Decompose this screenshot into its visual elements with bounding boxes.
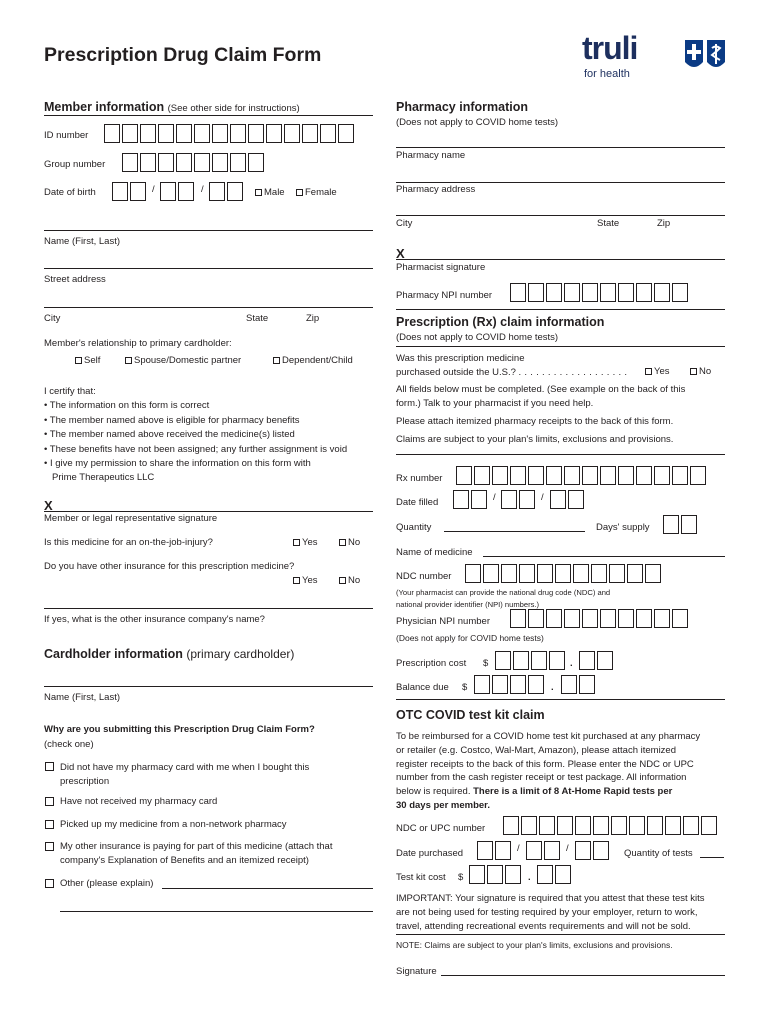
date-filled-slash-1: / <box>493 492 496 503</box>
other-insurance-line[interactable] <box>44 608 373 609</box>
outside-us-line-2: purchased outside the U.S.? <box>396 367 516 378</box>
date-purchased-day-input[interactable] <box>526 841 562 860</box>
female-label: Female <box>305 187 337 198</box>
test-kit-cost-dollar: $ <box>458 872 464 883</box>
female-checkbox[interactable] <box>296 189 303 196</box>
cross-shield-icon <box>681 36 729 74</box>
member-info-heading <box>44 100 300 114</box>
reason-no-card-checkbox[interactable] <box>45 762 54 771</box>
check-one-note: (check one) <box>44 739 94 750</box>
brand-logo <box>582 30 732 86</box>
otc-text: To be reimbursed for a COVID home test kit purchased at any pharmacy <box>396 731 701 742</box>
gender-male-option[interactable] <box>255 187 285 198</box>
relationship-label: Member's relationship to primary cardholder: <box>44 338 232 349</box>
member-signature-label: Member or legal representative signature <box>44 513 218 524</box>
important-text: travel, attending recreational events requirements and will not be sold. <box>396 920 691 932</box>
certify-item: • The member named above is eligible for pharmacy benefits <box>44 414 300 426</box>
ndc-help-line: (Your pharmacist can provide the national drug code (NDC) and <box>396 588 611 597</box>
date-purchased-year-input[interactable] <box>575 841 611 860</box>
days-supply-input[interactable] <box>663 515 699 534</box>
cardholder-sub: (primary cardholder) <box>186 647 295 661</box>
dependent-checkbox[interactable] <box>273 357 280 364</box>
otc-signature-line[interactable] <box>441 975 725 976</box>
dob-slash-1: / <box>152 184 155 195</box>
member-city-line[interactable] <box>44 307 373 308</box>
member-state-label: State <box>246 313 269 324</box>
instruction-text: form.) Talk to your pharmacist if you need help. <box>396 398 594 409</box>
ojt-no-label: No <box>348 537 361 548</box>
other-ins-yes-checkbox[interactable] <box>293 577 300 584</box>
dob-day-input[interactable] <box>160 182 196 201</box>
rx-number-label: Rx number <box>396 473 443 484</box>
pharmacy-address-label: Pharmacy address <box>396 184 476 195</box>
other-insurance-name-label: If yes, what is the other insurance company's name? <box>44 614 265 625</box>
reason-other-label: Other (please explain) <box>60 878 154 889</box>
pharmacist-signature-x: X <box>396 246 405 261</box>
reason-text: company's Explanation of Benefits and an itemized receipt) <box>60 855 309 866</box>
ojt-question: Is this medicine for an on-the-job-injury? <box>44 537 213 548</box>
balance-due-label: Balance due <box>396 682 449 693</box>
date-filled-slash-2: / <box>541 492 544 503</box>
instruction-text: Please attach itemized pharmacy receipts to the back of this form. <box>396 416 674 427</box>
date-purchased-label: Date purchased <box>396 848 464 859</box>
pharmacy-npi-input[interactable] <box>510 283 690 302</box>
pharmacy-npi-label: Pharmacy NPI number <box>396 290 493 301</box>
prescription-cost-dollar: $ <box>483 658 489 669</box>
other-ins-no-checkbox[interactable] <box>339 577 346 584</box>
other-ins-no-label: No <box>348 575 361 586</box>
important-text: IMPORTANT: Your signature is required that you attest that these test kits <box>396 893 705 904</box>
otc-text: or retailer (e.g. Costco, Wal-Mart, Amazon), please attach itemized <box>396 744 677 756</box>
brand-tagline: for health <box>584 68 630 80</box>
other-ins-yes-label: Yes <box>302 575 318 586</box>
ndc-upc-input[interactable] <box>503 816 719 835</box>
dependent-label: Dependent/Child <box>282 355 353 366</box>
rx-instructions <box>396 383 726 447</box>
ndc-upc-label: NDC or UPC number <box>396 823 486 834</box>
page-title: Prescription Drug Claim Form <box>44 44 322 66</box>
date-purchased-slash-2: / <box>566 843 569 854</box>
other-insurance-question: Do you have other insurance for this prescription medicine? <box>44 561 295 572</box>
test-kit-cost-decimal: . <box>528 872 531 883</box>
id-number-input[interactable] <box>104 124 356 143</box>
prescription-cost-label: Prescription cost <box>396 658 467 669</box>
member-signature-line[interactable] <box>44 511 373 512</box>
medicine-name-label: Name of medicine <box>396 547 473 558</box>
street-address-label: Street address <box>44 274 106 285</box>
pharmacy-name-label: Pharmacy name <box>396 150 466 161</box>
certify-title: I certify that: <box>44 386 96 397</box>
balance-due-decimal: . <box>551 682 554 693</box>
otc-text: below is required. <box>396 786 471 798</box>
certify-item: • The member named above received the medicine(s) listed <box>44 429 295 441</box>
otc-limit-text: 30 days per member. <box>396 799 490 811</box>
quantity-tests-label: Quantity of tests <box>624 848 693 859</box>
other-ins-yes-option[interactable] <box>293 575 318 586</box>
physician-npi-note: (Does not apply for COVID home tests) <box>396 633 544 643</box>
certify-item: • I give my permission to share the information on this form with <box>44 458 311 470</box>
spouse-label: Spouse/Domestic partner <box>134 355 242 366</box>
member-city-label: City <box>44 313 61 324</box>
outside-us-no-checkbox[interactable] <box>690 368 697 375</box>
outside-us-yes-checkbox[interactable] <box>645 368 652 375</box>
reason-text: My other insurance is paying for part of this medicine (attach that <box>60 841 333 852</box>
pharmacy-address-line[interactable] <box>396 182 725 183</box>
ndc-number-label: NDC number <box>396 571 452 582</box>
rel-dependent-option[interactable] <box>273 355 353 366</box>
prescription-cost-cents-input[interactable] <box>579 651 615 670</box>
cardholder-title: Cardholder information <box>44 647 183 661</box>
member-info-title: Member information <box>44 100 165 114</box>
instruction-text: Claims are subject to your plan's limits, exclusions and provisions. <box>396 434 674 445</box>
reason-other-line-2[interactable] <box>60 911 373 912</box>
ndc-help <box>396 587 610 610</box>
pharmacy-note: (Does not apply to COVID home tests) <box>396 117 559 128</box>
balance-due-dollars-input[interactable] <box>474 675 546 694</box>
prescription-cost-dollars-input[interactable] <box>495 651 567 670</box>
quantity-line[interactable] <box>444 531 585 532</box>
important-text: are not being used for testing required by your employer, return to work, <box>396 906 698 918</box>
reason-text: prescription <box>60 776 110 787</box>
outside-us-no-option[interactable] <box>690 366 711 377</box>
reason-other-checkbox[interactable] <box>45 879 54 888</box>
pharmacy-state-label: State <box>597 218 620 229</box>
brand-name: truli <box>582 30 638 66</box>
ojt-no-option[interactable] <box>339 537 360 548</box>
rx-heading: Prescription (Rx) claim information <box>396 315 605 329</box>
important-notice <box>396 892 728 933</box>
gender-female-option[interactable] <box>296 187 337 198</box>
spouse-checkbox[interactable] <box>125 357 132 364</box>
rel-self-option[interactable] <box>75 355 100 366</box>
reason-other-line[interactable] <box>162 888 373 889</box>
otc-signature-label: Signature <box>396 966 437 977</box>
ndc-help-line: national provider identifier (NPI) numbers.) <box>396 599 540 609</box>
reason-no-card-label <box>60 761 309 789</box>
outside-us-line-1: Was this prescription medicine <box>396 353 525 364</box>
outside-us-no-label: No <box>699 366 712 377</box>
reason-non-network-checkbox[interactable] <box>45 820 54 829</box>
male-label: Male <box>264 187 285 198</box>
quantity-label: Quantity <box>396 522 432 533</box>
physician-npi-label: Physician NPI number <box>396 616 490 627</box>
rel-spouse-option[interactable] <box>125 355 241 366</box>
pharmacy-zip-label: Zip <box>657 218 671 229</box>
outside-us-yes-label: Yes <box>654 366 670 377</box>
member-info-note: (See other side for instructions) <box>167 103 300 114</box>
self-label: Self <box>84 355 101 366</box>
certify-block <box>44 385 347 486</box>
otc-text: register receipts to the back of this form. Please enter the NDC or UPC <box>396 758 694 770</box>
date-filled-label: Date filled <box>396 497 439 508</box>
date-filled-year-input[interactable] <box>550 490 586 509</box>
reason-not-received-label: Have not received my pharmacy card <box>60 796 218 807</box>
pharmacy-city-line[interactable] <box>396 215 725 216</box>
group-number-label: Group number <box>44 159 106 170</box>
test-kit-cost-cents-input[interactable] <box>537 865 573 884</box>
rx-number-input[interactable] <box>456 466 708 485</box>
physician-npi-input[interactable] <box>510 609 690 628</box>
dob-month-input[interactable] <box>112 182 148 201</box>
ndc-number-input[interactable] <box>465 564 663 583</box>
date-purchased-slash-1: / <box>517 843 520 854</box>
date-filled-month-input[interactable] <box>453 490 489 509</box>
ojt-yes-option[interactable] <box>293 537 318 548</box>
date-purchased-month-input[interactable] <box>477 841 513 860</box>
male-checkbox[interactable] <box>255 189 262 196</box>
otc-text: number from the cash register receipt or test package. All information <box>396 772 687 784</box>
balance-due-cents-input[interactable] <box>561 675 597 694</box>
claims-note: NOTE: Claims are subject to your plan's limits, exclusions and provisions. <box>396 940 673 950</box>
dob-slash-2: / <box>201 184 204 195</box>
pharmacy-name-line[interactable] <box>396 147 725 148</box>
medicine-name-line[interactable] <box>483 556 725 557</box>
group-number-input[interactable] <box>122 153 266 172</box>
outside-us-question <box>396 352 627 380</box>
rx-note: (Does not apply to COVID home tests) <box>396 332 559 343</box>
otc-instructions <box>396 730 726 813</box>
ojt-yes-label: Yes <box>302 537 318 548</box>
pharmacy-city-label: City <box>396 218 413 229</box>
reason-non-network-label: Picked up my medicine from a non-network pharmacy <box>60 819 287 830</box>
member-name-line[interactable] <box>44 230 373 231</box>
id-number-label: ID number <box>44 130 89 141</box>
days-supply-label: Days' supply <box>596 522 650 533</box>
other-ins-no-option[interactable] <box>339 575 360 586</box>
cardholder-name-label: Name (First, Last) <box>44 692 121 703</box>
balance-due-dollar: $ <box>462 682 468 693</box>
ojt-yes-checkbox[interactable] <box>293 539 300 546</box>
pharmacist-signature-label: Pharmacist signature <box>396 262 486 273</box>
certify-item: • The information on this form is correct <box>44 400 210 412</box>
otc-limit-text: There is a limit of 8 At-Home Rapid tests per <box>473 786 673 798</box>
cardholder-name-line[interactable] <box>44 686 373 687</box>
cardholder-heading <box>44 647 294 661</box>
reason-text: Did not have my pharmacy card with me when I bought this <box>60 762 310 773</box>
pharmacy-heading: Pharmacy information <box>396 100 528 114</box>
test-kit-cost-label: Test kit cost <box>396 872 446 883</box>
reason-other-insurance-checkbox[interactable] <box>45 842 54 851</box>
member-signature-x: X <box>44 498 53 513</box>
dob-label: Date of birth <box>44 187 96 198</box>
dob-year-input[interactable] <box>209 182 245 201</box>
otc-heading: OTC COVID test kit claim <box>396 708 545 722</box>
date-filled-day-input[interactable] <box>501 490 537 509</box>
test-kit-cost-dollars-input[interactable] <box>469 865 523 884</box>
outside-us-yes-option[interactable] <box>645 366 670 377</box>
ojt-no-checkbox[interactable] <box>339 539 346 546</box>
self-checkbox[interactable] <box>75 357 82 364</box>
quantity-tests-line[interactable] <box>700 857 724 858</box>
why-question: Why are you submitting this Prescription Drug Claim Form? <box>44 724 315 735</box>
member-zip-label: Zip <box>306 313 320 324</box>
street-address-line[interactable] <box>44 268 373 269</box>
prescription-cost-decimal: . <box>570 658 573 669</box>
instruction-text: All fields below must be completed. (See example on the back of this <box>396 384 686 395</box>
reason-other-insurance-label <box>60 840 332 868</box>
reason-not-received-checkbox[interactable] <box>45 797 54 806</box>
leader-dots: . . . . . . . . . . . . . . . . . . . <box>518 367 628 378</box>
certify-item: • These benefits have not been assigned; any further assignment is void <box>44 443 348 455</box>
member-name-label: Name (First, Last) <box>44 236 121 247</box>
pharmacist-signature-line[interactable] <box>396 259 725 260</box>
certify-item: Prime Therapeutics LLC <box>52 472 155 484</box>
